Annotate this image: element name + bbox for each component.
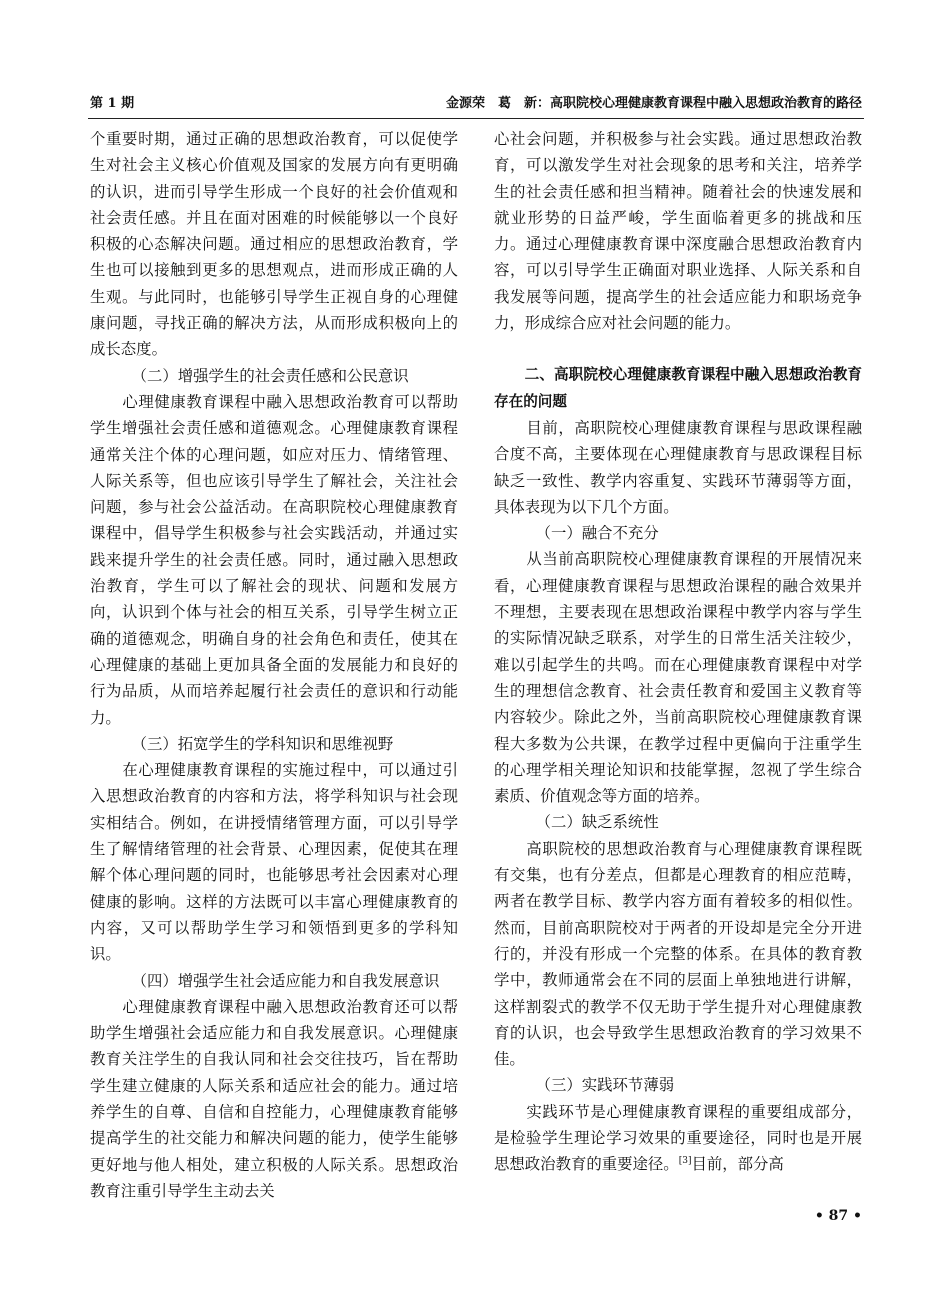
- subsection-heading: （三）实践环节薄弱: [535, 1076, 675, 1095]
- running-title: 金源荣 葛 新：高职院校心理健康教育课程中融入思想政治教育的路径: [445, 96, 862, 111]
- issue-number: 第 1 期: [90, 96, 135, 111]
- subsection-heading: （三）拓宽学生的学科知识和思维视野: [131, 734, 394, 753]
- paragraph: 目前，高职院校心理健康教育课程与思政课程融合度不高，主要体现在心理健康教育与思政课程目标缺乏一致性、教学内容重复、实践环节薄弱等方面，具体表现为以下几个方面。: [494, 418, 862, 516]
- paragraph: 在心理健康教育课程的实施过程中，可以通过引入思想政治教育的内容和方法，将学科知识与社会现实相结合。例如，在讲授情绪管理方面，可以引导学生了解情绪管理的社会背景、心理因素，促使其在理解个体心理问题的同时，也能够思考社会因素对心理健康的影响。这样的方法既可以丰富心理健康教育的内容，又可以帮助学生学习和领悟到更多的学科知识。: [90, 761, 458, 964]
- subsection-heading: （四）增强学生社会适应能力和自我发展意识: [131, 971, 440, 990]
- running-header: [90, 92, 862, 116]
- paragraph-text: 实践环节是心理健康教育课程的重要组成部分，是检验学生理论学习效果的重要途径，同时也是开展思想政治教育的重要途径。: [494, 1102, 862, 1174]
- paragraph: 心社会问题，并积极参与社会实践。通过思想政治教育，可以激发学生对社会现象的思考和关注，培养学生的社会责任感和担当精神。随着社会的快速发展和就业形势的日益严峻，学生面临着更多的挑战和压力。通过心理健康教育课中深度融合思想政治教育内容，可以引导学生正确面对职业选择、人际关系和自我发展等问题，提高学生的社会适应能力和职场竞争力，形成综合应对社会问题的能力。: [494, 130, 862, 333]
- citation-ref[interactable]: [3]: [678, 1156, 692, 1167]
- paragraph-tail: 目前，部分高: [691, 1155, 784, 1174]
- header-rule: [88, 118, 864, 119]
- paragraph: 心理健康教育课程中融入思想政治教育可以帮助学生增强社会责任感和道德观念。心理健康教育课程通常关注个体的心理问题，如应对压力、情绪管理、人际关系等，但也应该引导学生了解社会，关注社会问题，参与社会公益活动。在高职院校心理健康教育课程中，倡导学生积极参与社会实践活动，并通过实践来提升学生的社会责任感。同时，通过融入思想政治教育，学生可以了解社会的现状、问题和发展方向，认识到个体与社会的相互关系，引导学生树立正确的道德观念，明确自身的社会角色和责任，使其在心理健康的基础上更加具备全面的发展能力和良好的行为品质，从而培养起履行社会责任的意识和行动能力。: [90, 392, 458, 727]
- page-number: • 87 •: [814, 1208, 862, 1224]
- paragraph: 个重要时期，通过正确的思想政治教育，可以促使学生对社会主义核心价值观及国家的发展方向有更明确的认识，进而引导学生形成一个良好的社会价值观和社会责任感。并且在面对困难的时候能够以一个良好积极的心态解决问题。通过相应的思想政治教育，学生也可以接触到更多的思想观点，进而形成正确的人生观。与此同时，也能够引导学生正视自身的心理健康问题，寻找正确的解决方法，从而形成积极向上的成长态度。: [90, 130, 458, 359]
- subsection-heading: （二）缺乏系统性: [535, 813, 659, 832]
- left-column: [90, 126, 458, 1204]
- subsection-heading: （二）增强学生的社会责任感和公民意识: [131, 366, 409, 385]
- right-column: [494, 126, 862, 1178]
- paragraph: 心理健康教育课程中融入思想政治教育还可以帮助学生增强社会适应能力和自我发展意识。心理健康教育关注学生的自我认同和社会交往技巧，旨在帮助学生建立健康的人际关系和适应社会的能力。通过培养学生的自尊、自信和自控能力，心理健康教育能够提高学生的社交能力和解决问题的能力，使学生能够更好地与他人相处，建立积极的人际关系。思想政治教育注重引导学生主动去关: [90, 997, 458, 1200]
- section-heading: 二、高职院校心理健康教育课程中融入思想政治教育存在的问题: [494, 366, 862, 410]
- paragraph: 高职院校的思想政治教育与心理健康教育课程既有交集，也有分差点，但都是心理教育的相应范畴，两者在教学目标、教学内容方面有着较多的相似性。然而，目前高职院校对于两者的开设却是完全分开进行的，并没有形成一个完整的体系。在具体的教育教学中，教师通常会在不同的层面上单独地进行讲解，这样割裂式的教学不仅无助于学生提升对心理健康教育的认识，也会导致学生思想政治教育的学习效果不佳。: [494, 839, 862, 1069]
- paragraph: [494, 1099, 862, 1178]
- paragraph: 从当前高职院校心理健康教育课程的开展情况来看，心理健康教育课程与思想政治课程的融合效果并不理想，主要表现在思想政治课程中教学内容与学生的实际情况缺乏联系，对学生的日常生活关注较少，难以引起学生的共鸣。而在心理健康教育课程中对学生的理想信念教育、社会责任教育和爱国主义教育等内容较少。除此之外，当前高职院校心理健康教育课程大多数为公共课，在教学过程中更偏向于注重学生的心理学相关理论知识和技能掌握，忽视了学生综合素质、价值观念等方面的培养。: [494, 550, 862, 806]
- subsection-heading: （一）融合不充分: [535, 524, 659, 543]
